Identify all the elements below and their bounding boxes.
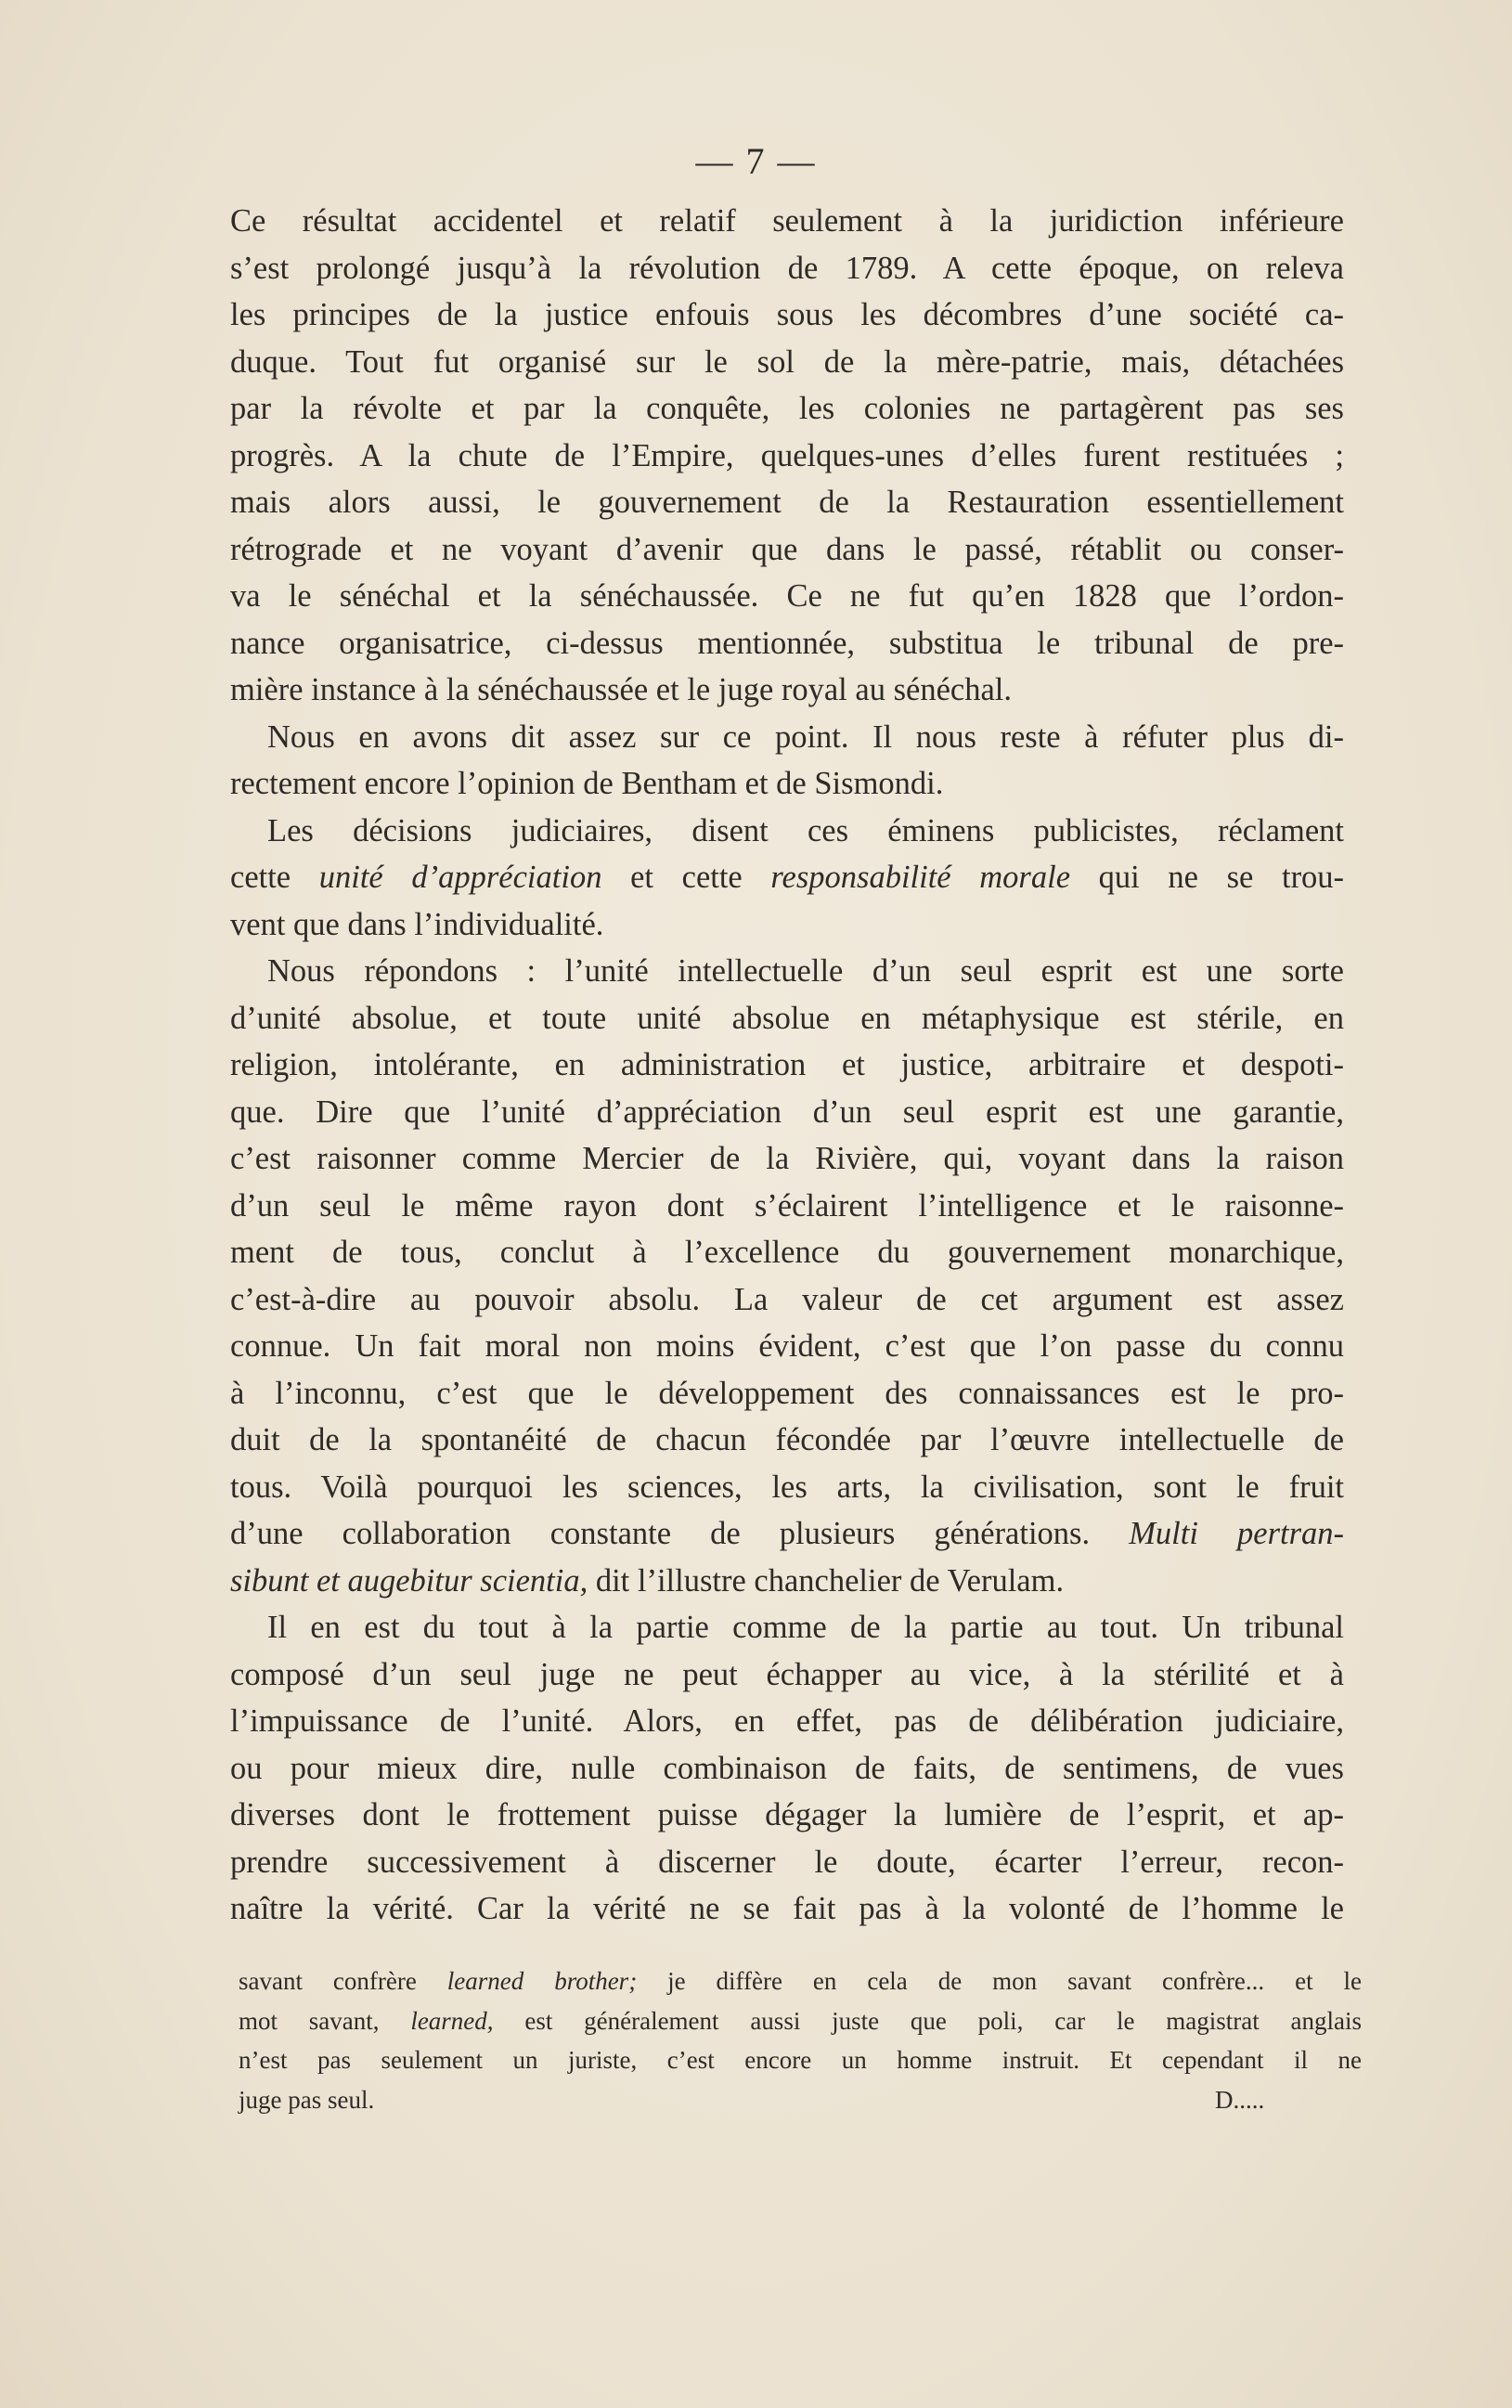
text-line: ment de tous, conclut à l’excellence du gouvernement monarchique, xyxy=(230,1235,1344,1270)
text-line: ou pour mieux dire, nulle combinaison de faits, de sentimens, de vues xyxy=(230,1750,1344,1786)
text-run: savant confrère xyxy=(239,1967,447,1995)
text-line xyxy=(230,1558,1344,1605)
latin-quote: Multi pertran- xyxy=(1129,1516,1345,1551)
text-line xyxy=(230,901,1344,949)
text-line: mais alors aussi, le gouvernement de la Restauration essentiellement xyxy=(230,485,1344,520)
main-text xyxy=(230,198,1344,1933)
text-line: diverses dont le frottement puisse dégager la lumière de l’esprit, et ap- xyxy=(230,1797,1344,1832)
text-line: connue. Un fait moral non moins évident, c’est que l’on passe du connu xyxy=(230,1328,1344,1364)
text-line: rectement encore l’opinion de Bentham et de Sismondi. xyxy=(230,766,944,801)
text-line: mière instance à la sénéchaussée et le juge royal au sénéchal. xyxy=(230,672,1012,707)
text-line: que. Dire que l’unité d’appréciation d’un seul esprit est une garantie, xyxy=(230,1094,1344,1130)
text-line: nance organisatrice, ci-dessus mentionnée, substitua le tribunal de pre- xyxy=(230,625,1344,661)
text-line: rétrograde et ne voyant d’avenir que dans le passé, rétablit ou conser- xyxy=(230,531,1344,567)
text-line: composé d’un seul juge ne peut échapper au vice, à la stérilité et à xyxy=(230,1656,1344,1692)
text-line: progrès. A la chute de l’Empire, quelques-unes d’elles furent restituées ; xyxy=(230,437,1344,473)
text-line xyxy=(230,808,1344,855)
text-line: naître la vérité. Car la vérité ne se fait pas à la volonté de l’homme le xyxy=(230,1891,1344,1926)
text-run: Les décisions judiciaires, disent ces éminens publicistes, réclament xyxy=(267,812,1344,848)
text-run: juge pas seul. xyxy=(239,2085,375,2114)
text-run: cette xyxy=(230,860,319,895)
page-number: — 7 — xyxy=(695,140,817,182)
text-line: par la révolte et par la conquête, les colonies ne partagèrent pas ses xyxy=(230,391,1344,426)
italic-term: learned brother; xyxy=(446,1967,638,1995)
text-line: d’un seul le même rayon dont s’éclairent l’intelligence et le raisonne- xyxy=(230,1187,1344,1223)
footnote-line: n’est pas seulement un juriste, c’est encore un homme instruit. Et cependant il ne xyxy=(239,2046,1362,2074)
text-run: d’une collaboration constante de plusieurs générations. xyxy=(230,1516,1130,1551)
text-line: Nous répondons : l’unité intellectuelle d’un seul esprit est une sorte xyxy=(267,953,1344,989)
text-line xyxy=(230,1510,1344,1558)
text-run: est généralement aussi juste que poli, car le magistrat anglais xyxy=(493,2006,1362,2035)
footnote xyxy=(239,1961,1362,2119)
footnote-line xyxy=(239,1961,1362,2001)
text-line: duque. Tout fut organisé sur le sol de la mère-patrie, mais, détachées xyxy=(230,343,1344,380)
text-line: s’est prolongé jusqu’à la révolution de 1789. A cette époque, on releva xyxy=(230,250,1344,286)
text-line: va le sénéchal et la sénéchaussée. Ce ne fut qu’en 1828 que l’ordon- xyxy=(230,578,1344,614)
text-run: mot savant, xyxy=(239,2006,411,2035)
text-line: les principes de la justice enfouis sous les décombres d’une société ca- xyxy=(230,297,1344,332)
text-run: et cette xyxy=(601,860,771,895)
text-line: tous. Voilà pourquoi les sciences, les arts, la civilisation, sont le fruit xyxy=(230,1469,1344,1505)
text-line: Nous en avons dit assez sur ce point. Il nous reste à réfuter plus di- xyxy=(267,719,1344,755)
text-line: religion, intolérante, en administration et justice, arbitraire et despoti- xyxy=(230,1047,1344,1082)
footnote-line xyxy=(239,2001,1362,2041)
text-run: dit l’illustre chanchelier de Verulam. xyxy=(588,1562,1065,1599)
italic-term: responsabilité morale xyxy=(770,860,1071,895)
text-line: Il en est du tout à la partie comme de la partie au tout. Un tribunal xyxy=(267,1610,1344,1645)
text-line: prendre successivement à discerner le doute, écarter l’erreur, recon- xyxy=(230,1844,1344,1880)
text-line xyxy=(230,854,1344,901)
text-line: c’est raisonner comme Mercier de la Rivière, qui, voyant dans la raison xyxy=(230,1141,1344,1176)
footnote-line xyxy=(239,2080,1362,2120)
latin-quote: sibunt et augebitur scientia, xyxy=(230,1562,588,1599)
italic-term: learned, xyxy=(410,2006,494,2035)
text-line: duit de la spontanéité de chacun fécondée par l’œuvre intellectuelle de xyxy=(230,1422,1344,1457)
text-line: d’unité absolue, et toute unité absolue en métaphysique est stérile, en xyxy=(230,1000,1344,1036)
text-line: à l’inconnu, c’est que le développement des connaissances est le pro- xyxy=(230,1375,1344,1411)
text-line: Ce résultat accidentel et relatif seulement à la juridiction inférieure xyxy=(230,203,1344,239)
text-line: l’impuissance de l’unité. Alors, en effet, pas de délibération judiciaire, xyxy=(230,1703,1344,1739)
text-run: vent que dans l’individualité. xyxy=(230,906,604,942)
italic-term: unité d’appréciation xyxy=(318,860,602,895)
footnote-signature: D..... xyxy=(1215,2085,1265,2114)
text-run: je diffère en cela de mon savant confrère... et le xyxy=(637,1967,1362,1995)
text-line: c’est-à-dire au pouvoir absolu. La valeur de cet argument est assez xyxy=(230,1281,1344,1317)
text-run: qui ne se trou- xyxy=(1070,860,1345,895)
